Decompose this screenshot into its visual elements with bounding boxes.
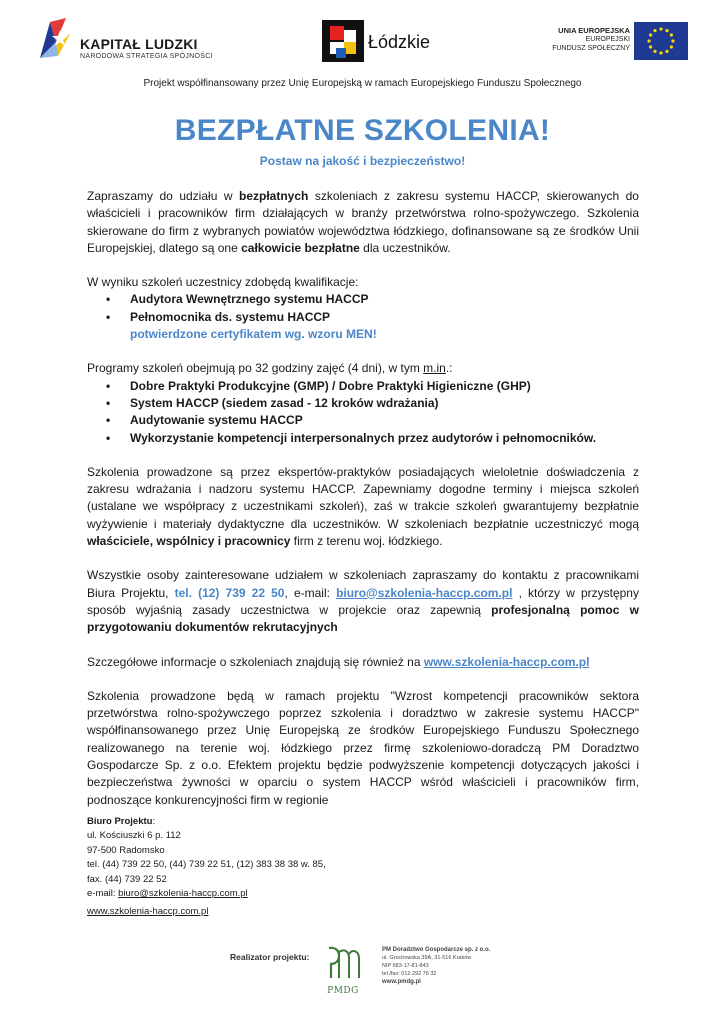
kapital-ludzki-title: KAPITAŁ LUDZKI [80, 36, 198, 52]
office-email: e-mail: biuro@szkolenia-haccp.com.pl [87, 888, 248, 900]
pmdg-mark-icon [323, 944, 363, 982]
contact-phone[interactable]: tel. (12) 739 22 50 [174, 585, 285, 600]
pmdg-word: PMDG [327, 986, 359, 996]
eu-logo [536, 20, 688, 70]
office-tel: tel. (44) 739 22 50, (44) 739 22 51, (12) 383 38 38 w. 85, [87, 859, 326, 871]
trainers-paragraph: Szkolenia prowadzone są przez ekspertów-praktyków posiadających wieloletnie doświadczenia z zakresu wdrażania i nadzoru systemu HACCP. Zapewniamy dogodne terminy i miejsca szkoleń (ustalane we współpracy z uczestnikami szkoleń), zaś w trakcie szkoleń gwarantujemy bezpłatnie wyżywienie i materiały dydaktyczne dla uczestników. W szkoleniach bezpłatnie uczestniczyć mogą właściciele, wspólnicy i pracownicy firm z terenu woj. łódzkiego. [87, 464, 639, 549]
lodzkie-emblem-icon [322, 20, 364, 62]
eu-star [649, 45, 652, 48]
eu-star [670, 45, 673, 48]
programs-lead: Programy szkoleń obejmują po 32 godziny zajęć (4 dni), w tym m.in.: [87, 361, 453, 376]
office-fax: fax. (44) 739 22 52 [87, 873, 167, 885]
page-subtitle: Postaw na jakość i bezpieczeństwo! [259, 154, 466, 168]
eu-star [665, 50, 668, 53]
office-title: Biuro Projektu: [87, 816, 156, 827]
website-link[interactable]: www.szkolenia-haccp.com.pl [423, 654, 590, 669]
kapital-ludzki-star-icon [36, 16, 76, 60]
eu-text [552, 26, 630, 53]
list-item: • Pełnomocnika ds. systemu HACCP [87, 309, 639, 326]
programs-list [87, 378, 639, 447]
footer [230, 940, 530, 1000]
pmdg-info: PM Doradztwo Gospodarcze sp. z o.o. ul. Grochowska 39A, 31-516 Kraków NIP 683-17-81-843 tel./fax: 012 292 76 32 www.pmdg.pl [382, 947, 491, 985]
cofunding-note: Projekt współfinansowany przez Unię Europejską w ramach Europejskiego Funduszu Społecznego [143, 78, 582, 89]
intro-paragraph: Zapraszamy do udziału w bezpłatnych szkoleniach z zakresu systemu HACCP, skierowanych do właścicieli i pracowników firm działających w branży przetwórstwa rolno-spożywczego. Szkolenia skierowane do firm z wybranych powiatów województwa łódzkiego, dofinansowane są ze środków Unii Europejskiej, dlatego są one całkowicie bezpłatne dla uczestników. [87, 189, 639, 255]
list-item: • Wykorzystanie kompetencji interpersonalnych przez audytorów i pełnomocników. [87, 430, 639, 447]
page-title: BEZPŁATNE SZKOLENIA! [174, 114, 551, 147]
lodzkie-name: Łódzkie [368, 32, 431, 52]
list-item: • Dobre Praktyki Produkcyjne (GMP) / Dobre Praktyki Higieniczne (GHP) [87, 378, 639, 395]
kapital-ludzki-subtitle: NARODOWA STRATEGIA SPÓJNOŚCI [80, 53, 213, 60]
list-item: • System HACCP (siedem zasad - 12 kroków wdrażania) [87, 395, 639, 412]
list-item: • Audytora Wewnętrznego systemu HACCP [87, 291, 639, 308]
eu-star [647, 39, 650, 42]
kapital-ludzki-logo [36, 16, 216, 72]
qualifications-lead: W wyniku szkoleń uczestnicy zdobędą kwalifikacje: [87, 275, 359, 290]
contact-paragraph: Wszystkie osoby zainteresowane udziałem w szkoleniach zapraszamy do kontaktu z pracownikami Biura Projektu, tel. (12) 739 22 50, e-mail: biuro@szkolenia-haccp.com.pl , którzy w przystępny sposób wyjaśnią zasady uczestnictwa w projekcie oraz zapewnią profesjonalną pomoc w przygotowaniu dokumentów rekrutacyjnych [87, 568, 639, 635]
eu-line-3: FUNDUSZ SPOŁECZNY [552, 45, 630, 52]
list-item: • Audytowanie systemu HACCP [87, 412, 639, 429]
office-site-link[interactable]: www.szkolenia-haccp.com.pl [87, 906, 209, 918]
project-office [87, 815, 487, 920]
project-paragraph: Szkolenia prowadzone będą w ramach projektu "Wzrost kompetencji pracowników sektora przetwórstwa rolno-spożywczego poprzez szkolenia i doradztwo w zakresie systemu HACCP" współfinansowanego przez Unię Europejską ze środków Europejskiego Funduszu Społecznego realizowanego na terenie woj. łódzkiego przez firmę szkoleniowo-doradczą PM Doradztwo Gospodarcze Sp. z o.o. Efektem projektu będzie podwyższenie kompetencji dotyczących jakości i bezpieczeństwa żywności w oparciu o system HACCP wśród właścicieli i pracowników firm, podnoszące konkurencyjności firm w regionie [87, 688, 639, 807]
main-content [87, 188, 639, 809]
contact-email-link[interactable]: biuro@szkolenia-haccp.com.pl [336, 585, 513, 600]
eu-star [653, 29, 656, 32]
eu-star [649, 33, 652, 36]
eu-star [670, 33, 673, 36]
realizer-label: Realizator projektu: [230, 952, 310, 962]
eu-star [671, 39, 674, 42]
certificate-note: potwierdzone certyfikatem wg. wzoru MEN! [130, 327, 377, 342]
office-city: 97-500 Radomsko [87, 844, 165, 856]
eu-line-2: EUROPEJSKI [585, 36, 630, 43]
office-email-link[interactable]: biuro@szkolenia-haccp.com.pl [118, 888, 248, 900]
eu-star [653, 50, 656, 53]
lodzkie-logo [322, 18, 442, 68]
eu-star [659, 51, 662, 54]
eu-star [659, 27, 662, 30]
qualifications-list [87, 291, 639, 326]
office-street: ul. Kościuszki 6 p. 112 [87, 830, 181, 842]
pmdg-logo [318, 944, 368, 996]
eu-star [665, 29, 668, 32]
details-paragraph: Szczegółowe informacje o szkoleniach znajdują się również na www.szkolenia-haccp.com.pl [87, 654, 590, 669]
eu-line-1: UNIA EUROPEJSKA [558, 26, 630, 35]
eu-flag-icon [634, 22, 688, 60]
header-logos [36, 14, 686, 74]
